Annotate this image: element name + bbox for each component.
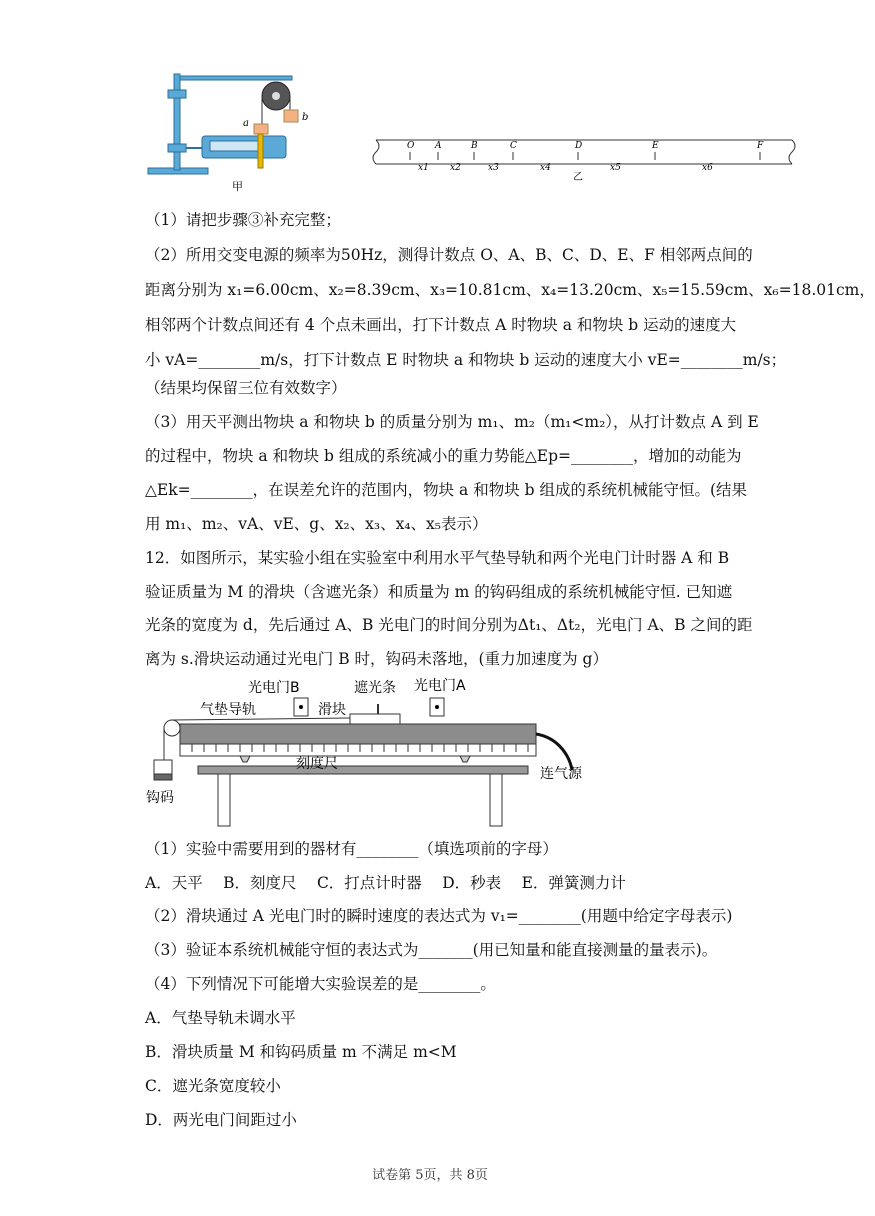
figure-yi-tape xyxy=(370,130,800,183)
figure-yi-caption: 乙 xyxy=(573,172,583,183)
label-track: 气垫导轨 xyxy=(200,702,256,718)
q11-part2-line3: 相邻两个计数点间还有 4 个点未画出，打下计数点 A 时物块 a 和物块 b 运动的速度大 xyxy=(145,316,737,334)
svg-text:A: A xyxy=(435,141,442,151)
tape-point-C xyxy=(510,141,517,160)
label-shade: 遮光条 xyxy=(354,680,396,696)
tape-point-B xyxy=(470,141,478,160)
figure-jia-caption: 甲 xyxy=(232,180,243,193)
tape-point-E xyxy=(651,141,659,160)
tape-point-A xyxy=(434,141,442,160)
svg-text:D: D xyxy=(575,141,583,151)
tape-point-O xyxy=(407,141,415,160)
label-gate-b: 光电门B xyxy=(248,680,300,696)
tape-seg-x2: x2 xyxy=(450,163,461,173)
q12-stem-line4: 离为 s.滑块运动通过光电门 B 时，钩码未落地，(重力加速度为 g） xyxy=(145,650,608,668)
q12-part2: （2）滑块通过 A 光电门时的瞬时速度的表达式为 v₁=________(用题中给定字母表示) xyxy=(145,907,733,925)
q11-part3-line1: （3）用天平测出物块 a 和物块 b 的质量分别为 m₁、m₂（m₁<m₂），从打计数点 A 到 E xyxy=(145,413,759,431)
label-ruler: 刻度尺 xyxy=(296,756,338,772)
tape-seg-x5: x5 xyxy=(610,163,621,173)
svg-text:O: O xyxy=(407,141,415,151)
svg-text:B: B xyxy=(471,141,478,151)
label-hook: 钩码 xyxy=(146,790,174,806)
figure-jia-apparatus xyxy=(140,60,309,195)
tape-seg-x4: x4 xyxy=(540,163,551,173)
q11-part3-line4: 用 m₁、m₂、vA、vE、g、x₂、x₃、x₄、x₅表示） xyxy=(145,515,488,533)
q12-part1-options: A．天平 B．刻度尺 C．打点计时器 D．秒表 E．弹簧测力计 xyxy=(145,874,626,892)
q11-part2-line1: （2）所用交变电源的频率为50Hz，测得计数点 O、A、B、C、D、E、F 相邻两点间的 xyxy=(145,246,753,264)
q12-part4-option-B: B．滑块质量 M 和钩码质量 m 不满足 m<M xyxy=(145,1043,457,1061)
q11-part2-line4: 小 vA=________m/s，打下计数点 E 时物块 a 和物块 b 运动的速度大小 vE=________m/s； xyxy=(145,351,787,369)
q11-part1: （1）请把步骤③补充完整； xyxy=(145,211,341,229)
page-footer: 试卷第 5页，共 8页 xyxy=(372,1168,488,1183)
q11-part2-line2: 距离分别为 x₁=6.00cm、x₂=8.39cm、x₃=10.81cm、x₄=13.20cm、x₅=15.59cm、x₆=18.01cm， xyxy=(145,281,875,299)
q12-part3: （3）验证本系统机械能守恒的表达式为_______(用已知量和能直接测量的量表示)。 xyxy=(145,941,718,959)
label-a: a xyxy=(243,118,249,129)
q11-part2-line5: （结果均保留三位有效数字） xyxy=(145,379,347,397)
q12-part4-option-C: C．遮光条宽度较小 xyxy=(145,1077,281,1095)
tape-seg-x1: x1 xyxy=(418,163,429,173)
q12-part1: （1）实验中需要用到的器材有________（填选项前的字母） xyxy=(145,840,558,858)
figure-air-track xyxy=(140,678,600,828)
label-slider: 滑块 xyxy=(318,702,346,718)
svg-text:C: C xyxy=(510,141,517,151)
q12-stem-line3: 光条的宽度为 d，先后通过 A、B 光电门的时间分别为Δt₁、Δt₂，光电门 A、B 之间的距 xyxy=(145,616,753,634)
tape-point-D xyxy=(574,141,582,160)
label-air: 连气源 xyxy=(540,766,582,782)
label-gate-a: 光电门A xyxy=(414,678,466,694)
svg-text:E: E xyxy=(652,141,659,151)
tape-seg-x3: x3 xyxy=(488,163,499,173)
q12-part4-option-A: A．气垫导轨未调水平 xyxy=(145,1009,296,1027)
q12-stem-line1: 12．如图所示，某实验小组在实验室中利用水平气垫导轨和两个光电门计时器 A 和 B xyxy=(145,549,730,567)
tape-seg-x6: x6 xyxy=(702,163,713,173)
q12-part4-option-D: D．两光电门间距过小 xyxy=(145,1111,297,1129)
q12-part4: （4）下列情况下可能增大实验误差的是________。 xyxy=(145,975,496,993)
svg-text:F: F xyxy=(757,141,764,151)
label-b: b xyxy=(302,112,309,123)
q12-stem-line2: 验证质量为 M 的滑块（含遮光条）和质量为 m 的钩码组成的系统机械能守恒. 已知遮 xyxy=(145,583,733,601)
q11-part3-line2: 的过程中，物块 a 和物块 b 组成的系统减小的重力势能△Ep=________，增加的动能为 xyxy=(145,447,742,465)
q11-part3-line3: △Ek=________，在误差允许的范围内，物块 a 和物块 b 组成的系统机械能守恒。(结果 xyxy=(145,481,748,499)
tape-point-F xyxy=(756,141,764,160)
